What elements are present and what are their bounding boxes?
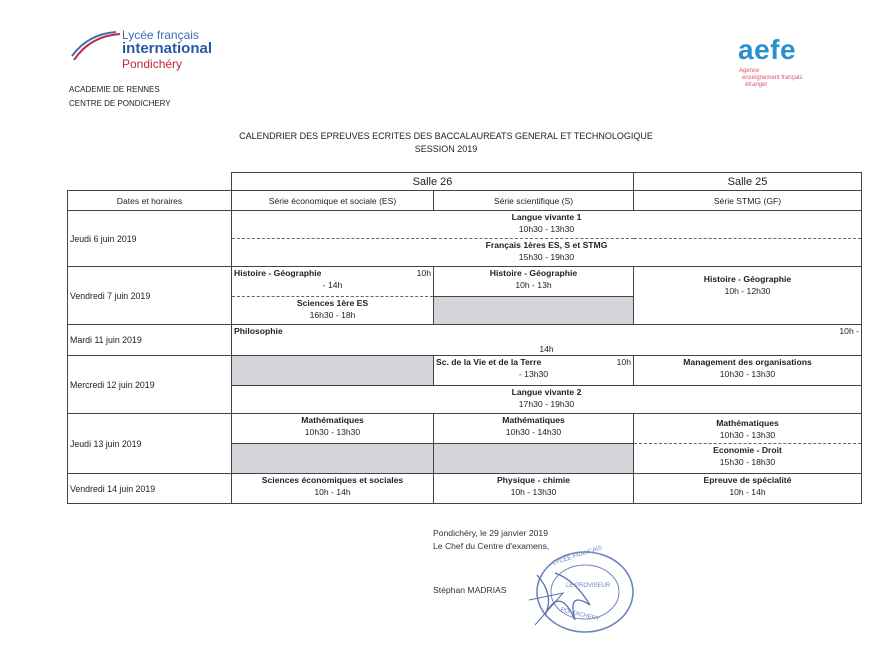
aefe-subtitle xyxy=(739,68,802,89)
exam-physique xyxy=(434,474,634,504)
exam-francais xyxy=(232,239,862,267)
exam-name: Physique - chimie xyxy=(496,475,571,485)
exam-name: Histoire - Géographie xyxy=(703,274,792,284)
exam-histgeo-es xyxy=(232,267,434,297)
col-header-dates: Dates et horaires xyxy=(68,191,232,211)
exam-time: 10h30 - 13h30 xyxy=(304,427,361,437)
exam-economie-droit xyxy=(634,444,862,474)
exam-name: Sciences économiques et sociales xyxy=(261,475,404,485)
lycee-logo xyxy=(70,24,230,74)
exam-time-end: 14h xyxy=(539,344,554,354)
exam-time: 10h30 - 13h30 xyxy=(719,369,776,379)
exam-time-end: - 13h30 xyxy=(518,369,549,379)
exam-time: 16h30 - 18h xyxy=(309,310,356,320)
exam-time: 10h - 13h xyxy=(515,280,552,290)
exam-lv2 xyxy=(232,386,862,414)
exam-time-start: 10h - xyxy=(839,326,859,336)
exam-name: Langue vivante 1 xyxy=(511,212,582,222)
logo-line2: international xyxy=(122,40,213,57)
signature-name: Stéphan MADRIAS xyxy=(433,585,507,595)
exam-time: 10h - 13h30 xyxy=(510,487,557,497)
col-header-s: Série scientifique (S) xyxy=(434,191,634,211)
exam-name: Economie - Droit xyxy=(713,445,782,455)
col-header-stmg: Série STMG (GF) xyxy=(634,191,862,211)
exam-management xyxy=(634,356,862,386)
empty-corner xyxy=(68,173,232,191)
exam-lv1 xyxy=(232,211,862,239)
aefe-sub-line3: étranger xyxy=(745,82,768,88)
exam-name: Mathématiques xyxy=(502,415,565,425)
doc-title: CALENDRIER DES EPREUVES ECRITES DES BACCALAUREATS GENERAL ET TECHNOLOGIQUE xyxy=(239,131,653,141)
logo-swoosh-icon xyxy=(70,30,130,64)
exam-name: Philosophie xyxy=(234,326,283,336)
signature-title: Le Chef du Centre d'examens, xyxy=(433,541,550,551)
exam-maths-s xyxy=(434,414,634,444)
exam-maths-stmg xyxy=(634,414,862,444)
exam-time-start: 10h xyxy=(416,268,431,278)
exam-ses xyxy=(232,474,434,504)
exam-time: 10h30 - 14h30 xyxy=(505,427,562,437)
exam-sciences-1es xyxy=(232,297,434,325)
date-vendredi-14: Vendredi 14 juin 2019 xyxy=(68,474,232,504)
exam-name: Français 1ères ES, S et STMG xyxy=(485,240,608,250)
exam-name: Histoire - Géographie xyxy=(234,268,322,278)
exam-histgeo-stmg xyxy=(634,267,862,325)
exam-name: Mathématiques xyxy=(716,418,779,428)
aefe-sub-line2: enseignement français xyxy=(742,75,803,81)
exam-time: 10h30 - 13h30 xyxy=(518,224,575,234)
exam-histgeo-s xyxy=(434,267,634,297)
date-jeudi-13: Jeudi 13 juin 2019 xyxy=(68,414,232,474)
exam-name: Sciences 1ère ES xyxy=(296,298,369,308)
empty-slot xyxy=(232,444,434,474)
empty-slot xyxy=(232,356,434,386)
exam-time: 10h - 14h xyxy=(314,487,351,497)
stamp-top-text: LYCEE FRANCAIS xyxy=(552,545,603,567)
aefe-logo: aefe xyxy=(738,34,797,65)
salle-25-header: Salle 25 xyxy=(634,173,862,191)
exam-name: Management des organisations xyxy=(683,357,812,367)
exam-name: Langue vivante 2 xyxy=(511,387,582,397)
stamp-center-text: LE PROVISEUR xyxy=(566,583,611,589)
exam-philosophie xyxy=(232,325,862,356)
date-jeudi-6: Jeudi 6 juin 2019 xyxy=(68,211,232,267)
salle-26-header: Salle 26 xyxy=(232,173,634,191)
logo-line1: Lycée français xyxy=(122,28,199,42)
exam-time: 15h30 - 18h30 xyxy=(719,457,776,467)
exam-name: Mathématiques xyxy=(301,415,364,425)
exam-time: 17h30 - 19h30 xyxy=(518,399,575,409)
stamp-bottom-text: PONDICHERY xyxy=(559,607,601,623)
empty-slot xyxy=(434,297,634,325)
doc-session: SESSION 2019 xyxy=(414,144,478,154)
date-mercredi-12: Mercredi 12 juin 2019 xyxy=(68,356,232,414)
exam-schedule-table xyxy=(67,172,862,504)
exam-time: 10h - 12h30 xyxy=(724,286,771,296)
exam-time: 10h - 14h xyxy=(729,487,766,497)
date-vendredi-7: Vendredi 7 juin 2019 xyxy=(68,267,232,325)
exam-svt xyxy=(434,356,634,386)
exam-time-end: - 14h xyxy=(322,280,343,290)
centre-name: CENTRE DE PONDICHERY xyxy=(69,99,171,108)
date-mardi-11: Mardi 11 juin 2019 xyxy=(68,325,232,356)
logo-line3: Pondichéry xyxy=(122,57,183,71)
official-stamp-icon xyxy=(515,545,640,640)
col-header-es: Série économique et sociale (ES) xyxy=(232,191,434,211)
academy-name: ACADEMIE DE RENNES xyxy=(69,85,160,94)
exam-name: Epreuve de spécialité xyxy=(703,475,792,485)
signature-place-date: Pondichéry, le 29 janvier 2019 xyxy=(433,528,548,538)
aefe-sub-line1: Agence xyxy=(739,68,760,74)
exam-name: Histoire - Géographie xyxy=(489,268,578,278)
exam-maths-es xyxy=(232,414,434,444)
empty-slot xyxy=(434,444,634,474)
exam-time-start: 10h xyxy=(616,357,631,367)
exam-name: Sc. de la Vie et de la Terre xyxy=(436,357,542,367)
exam-time: 10h30 - 13h30 xyxy=(719,430,776,440)
exam-time: 15h30 - 19h30 xyxy=(518,252,575,262)
exam-specialite xyxy=(634,474,862,504)
